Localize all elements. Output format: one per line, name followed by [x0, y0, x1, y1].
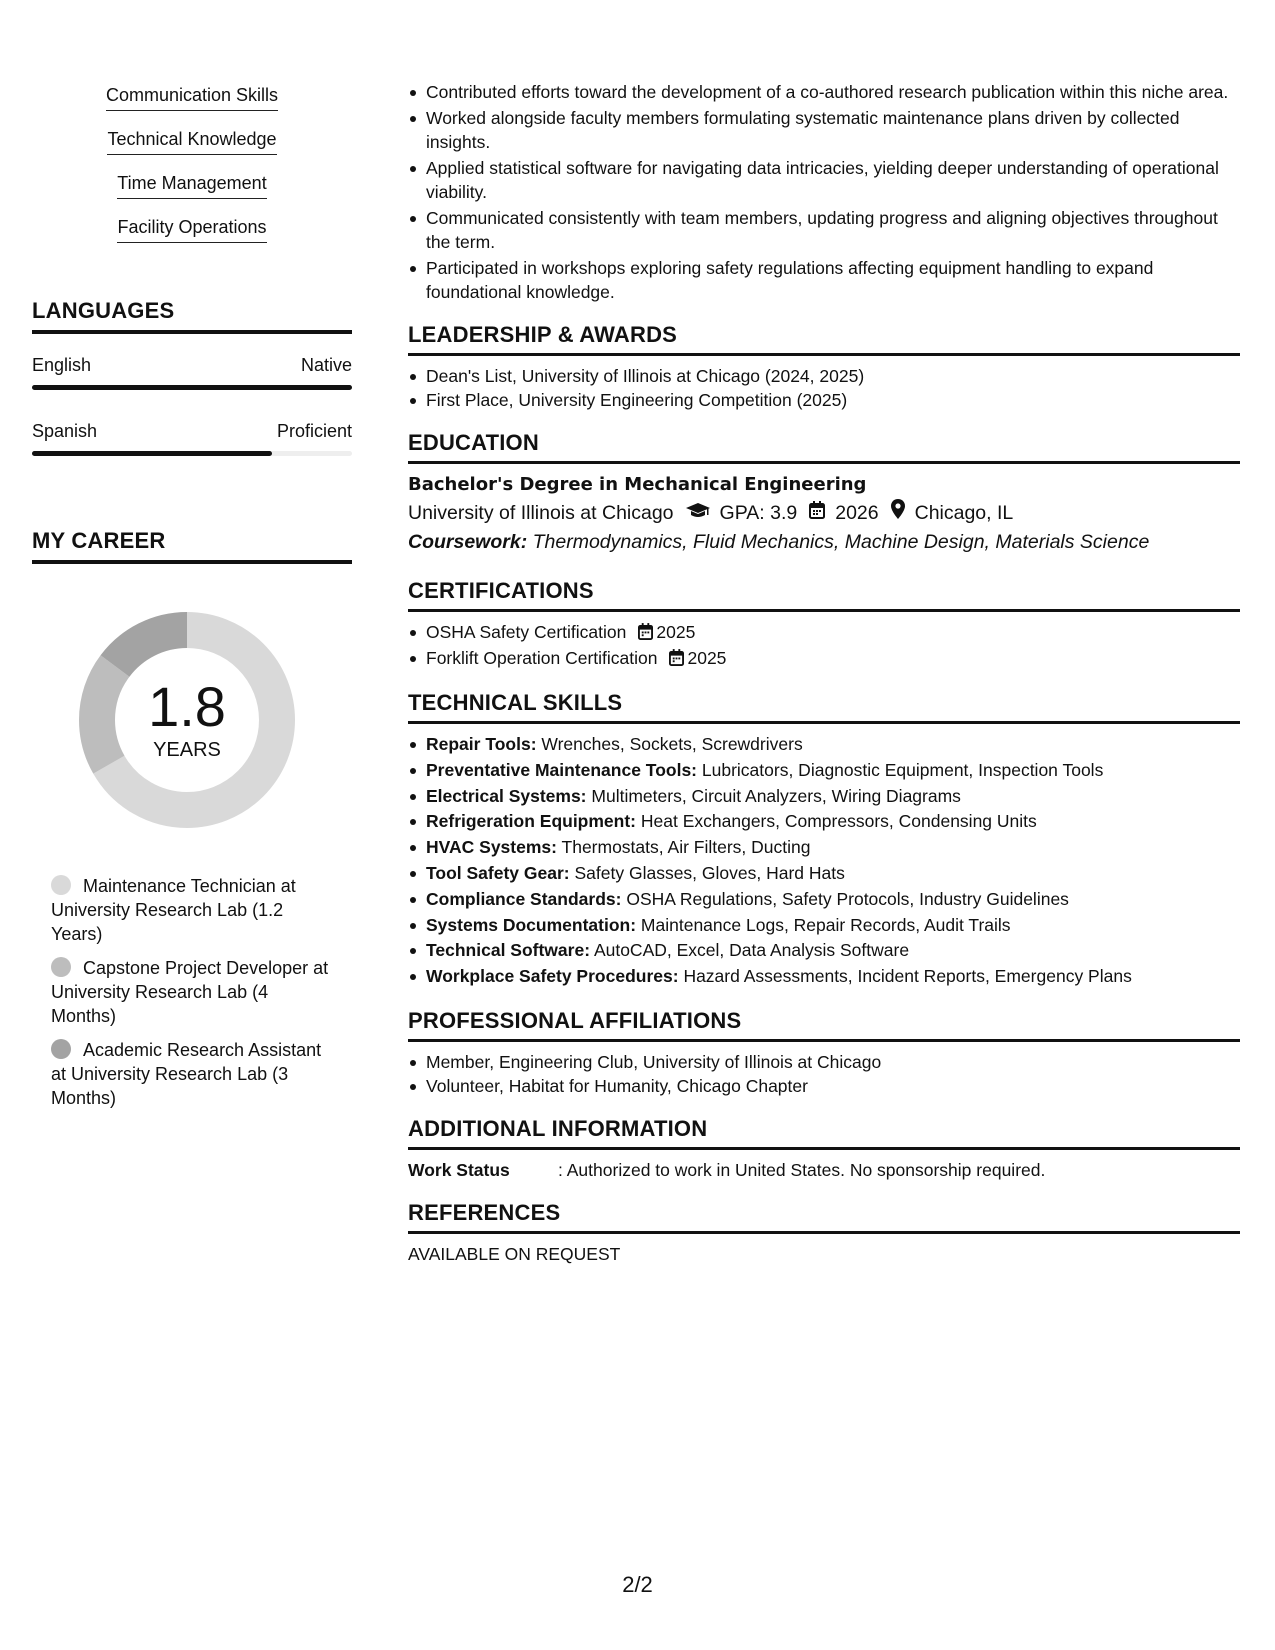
leadership-item: First Place, University Engineering Competition (2025) — [408, 388, 1240, 412]
skill-value: Maintenance Logs, Repair Records, Audit Trails — [640, 914, 1011, 935]
skill-value: AutoCAD, Excel, Data Analysis Software — [593, 940, 910, 961]
certifications-section — [408, 578, 1240, 672]
leadership-list — [408, 364, 1240, 412]
calendar-icon — [669, 648, 684, 672]
experience-bullet: Contributed efforts toward the development of a co-authored research publication within this niche area. — [408, 80, 1240, 104]
legend-dot — [51, 875, 71, 895]
skill-item — [408, 964, 1240, 990]
skill-value: OSHA Regulations, Safety Protocols, Industry Guidelines — [626, 888, 1069, 909]
skill-item — [408, 835, 1240, 861]
graduation-year: 2026 — [835, 502, 879, 524]
skill-item — [408, 887, 1240, 913]
language-bar — [32, 385, 352, 390]
section-heading: CERTIFICATIONS — [408, 578, 1240, 612]
skill-label: Repair Tools: — [426, 734, 537, 754]
additional-info-section — [408, 1116, 1240, 1182]
skill-label: Refrigeration Equipment: — [426, 811, 637, 832]
legend-dot — [51, 957, 71, 977]
affiliation-item: Member, Engineering Club, University of Illinois at Chicago — [408, 1050, 1240, 1074]
coursework — [408, 528, 1240, 556]
career-legend — [32, 874, 332, 1110]
skill-label: Compliance Standards: — [426, 888, 622, 909]
leadership-section — [408, 322, 1240, 412]
calendar-icon — [638, 622, 653, 646]
skill-item — [408, 732, 1240, 758]
career-legend-item — [51, 874, 332, 946]
section-heading: PROFESSIONAL AFFILIATIONS — [408, 1008, 1240, 1042]
skill-value: Hazard Assessments, Incident Reports, Emergency Plans — [683, 966, 1132, 987]
language-bar — [32, 451, 352, 456]
technical-skills-section — [408, 690, 1240, 990]
map-pin-icon — [891, 498, 905, 528]
affiliations-section — [408, 1008, 1240, 1098]
references-section — [408, 1200, 1240, 1266]
skill-item — [408, 938, 1240, 964]
skill-item — [408, 784, 1240, 810]
career-legend-item — [51, 1038, 332, 1110]
strength-item: Communication Skills — [106, 84, 278, 111]
strengths-list — [32, 84, 352, 260]
strength-item: Facility Operations — [117, 216, 266, 243]
experience-bullet: Worked alongside faculty members formulating systematic maintenance plans driven by collected insights. — [408, 106, 1240, 154]
language-name: Spanish — [32, 421, 98, 441]
skill-value: Heat Exchangers, Compressors, Condensing Units — [640, 811, 1037, 832]
certification-date: 2025 — [656, 622, 696, 642]
section-heading: TECHNICAL SKILLS — [408, 690, 1240, 724]
experience-bullet: Participated in workshops exploring safety regulations affecting equipment handling to expand foundational knowledge. — [408, 256, 1240, 304]
skill-label: Preventative Maintenance Tools: — [426, 759, 698, 780]
coursework-list: Thermodynamics, Fluid Mechanics, Machine Design, Materials Science — [532, 531, 1150, 553]
language-level: Native — [300, 355, 352, 375]
career-total-unit: YEARS — [153, 739, 221, 761]
graduation-cap-icon — [686, 498, 710, 528]
skill-label: Workplace Safety Procedures: — [426, 966, 679, 987]
degree-title: Bachelor's Degree in Mechanical Engineering — [408, 474, 867, 495]
skill-value: Lubricators, Diagnostic Equipment, Inspection Tools — [701, 759, 1104, 780]
coursework-label: Coursework: — [408, 531, 528, 553]
page-number: 2/2 — [622, 1572, 653, 1597]
certification-item — [408, 620, 1240, 646]
section-heading: ADDITIONAL INFORMATION — [408, 1116, 1240, 1150]
experience-bullet: Applied statistical software for navigating data intricacies, yielding deeper understanding of operational viability. — [408, 156, 1240, 204]
career-legend-label: Academic Research Assistant at University Research Lab (3 Months) — [51, 1040, 322, 1108]
skill-value: Wrenches, Sockets, Screwdrivers — [541, 734, 803, 754]
experience-bullet: Communicated consistently with team members, updating progress and aligning objectives throughout the term. — [408, 206, 1240, 254]
language-bar-fill — [32, 385, 352, 390]
career-total — [67, 600, 307, 840]
skill-item — [408, 809, 1240, 835]
school-name: University of Illinois at Chicago — [408, 502, 674, 524]
language-name: English — [32, 355, 92, 375]
career-legend-label: Capstone Project Developer at University Research Lab (4 Months) — [51, 958, 329, 1026]
skill-label: Systems Documentation: — [426, 914, 637, 935]
section-heading: LEADERSHIP & AWARDS — [408, 322, 1240, 356]
skill-label: Tool Safety Gear: — [426, 862, 570, 883]
strength-item: Time Management — [117, 172, 266, 199]
skill-label: HVAC Systems: — [426, 837, 557, 858]
languages-heading: LANGUAGES — [32, 298, 352, 334]
career-legend-label: Maintenance Technician at University Research Lab (1.2 Years) — [51, 876, 296, 944]
certification-item — [408, 646, 1240, 672]
section-heading: REFERENCES — [408, 1200, 1240, 1234]
language-level: Proficient — [276, 421, 352, 441]
language-spanish — [32, 420, 352, 456]
references-text: AVAILABLE ON REQUEST — [408, 1243, 621, 1264]
experience-bullets — [408, 80, 1240, 304]
legend-dot — [51, 1039, 71, 1059]
work-status-value: : Authorized to work in United States. No sponsorship required. — [558, 1159, 1046, 1180]
skill-value: Thermostats, Air Filters, Ducting — [561, 837, 811, 858]
work-status-row — [408, 1158, 1240, 1182]
strength-item: Technical Knowledge — [107, 128, 276, 155]
right-column — [408, 80, 1240, 1266]
career-legend-item — [51, 956, 332, 1028]
career-total-value: 1.8 — [148, 675, 226, 738]
skill-item — [408, 861, 1240, 887]
affiliation-item: Volunteer, Habitat for Humanity, Chicago Chapter — [408, 1074, 1240, 1098]
section-heading: EDUCATION — [408, 430, 1240, 464]
language-english — [32, 354, 352, 390]
leadership-item: Dean's List, University of Illinois at Chicago (2024, 2025) — [408, 364, 1240, 388]
skill-label: Electrical Systems: — [426, 785, 587, 806]
skill-value: Multimeters, Circuit Analyzers, Wiring Diagrams — [591, 785, 961, 806]
calendar-icon — [809, 498, 825, 528]
certification-name: Forklift Operation Certification — [426, 648, 658, 668]
gpa: GPA: 3.9 — [719, 502, 798, 524]
certification-name: OSHA Safety Certification — [426, 622, 627, 642]
skill-value: Safety Glasses, Gloves, Hard Hats — [574, 862, 845, 883]
skill-item — [408, 758, 1240, 784]
certifications-list — [408, 620, 1240, 672]
language-bar-fill — [32, 451, 272, 456]
education-location: Chicago, IL — [914, 502, 1014, 524]
career-heading: MY CAREER — [32, 528, 352, 564]
education-details — [408, 498, 1240, 528]
certification-date: 2025 — [687, 648, 727, 668]
education-section — [408, 430, 1240, 556]
technical-skills-list — [408, 732, 1240, 990]
skill-item — [408, 913, 1240, 939]
skill-label: Technical Software: — [426, 940, 591, 961]
left-column — [32, 84, 352, 1120]
career-donut-chart — [67, 600, 307, 840]
work-status-label: Work Status — [408, 1159, 510, 1180]
affiliations-list — [408, 1050, 1240, 1098]
